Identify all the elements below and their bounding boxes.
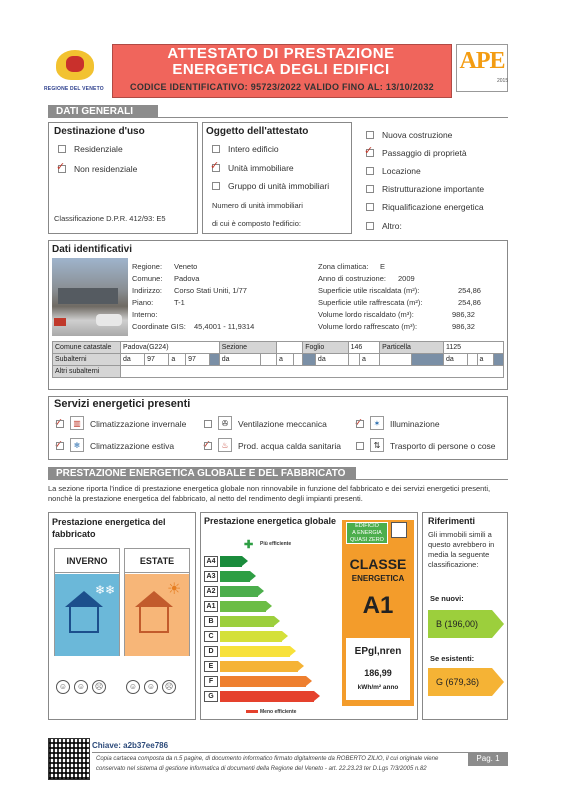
sezione-value bbox=[276, 342, 302, 354]
foglio-value: 146 bbox=[348, 342, 380, 354]
zona-label: Zona climatica: bbox=[318, 262, 369, 271]
cell bbox=[303, 354, 316, 366]
sup-raffrescata-label: Superficie utile raffrescata (m²): bbox=[318, 298, 423, 307]
sup-riscaldata-label: Superficie utile riscaldata (m²): bbox=[318, 286, 420, 295]
meno-efficiente-label: Meno efficiente bbox=[260, 709, 297, 715]
class-bar-a1 bbox=[220, 601, 266, 612]
da-label: da bbox=[121, 354, 145, 366]
zona-value: E bbox=[380, 262, 386, 271]
class-label-a3: A3 bbox=[204, 571, 218, 582]
particella-label: Particella bbox=[380, 342, 444, 354]
page-number: Pag. 1 bbox=[468, 752, 508, 766]
class-label-d: D bbox=[204, 646, 218, 657]
class-label-e: E bbox=[204, 661, 218, 672]
class-bar-a4 bbox=[220, 556, 242, 567]
bulb-icon: ✶ bbox=[370, 416, 384, 430]
car-shape bbox=[96, 314, 122, 326]
coordinate-label: Coordinate GIS: bbox=[132, 322, 186, 331]
classe-label: CLASSE bbox=[349, 556, 407, 572]
class-label-a1: A1 bbox=[204, 601, 218, 612]
clim-invernale-checkbox[interactable] bbox=[54, 417, 64, 429]
ventilazione-label: Ventilazione meccanica bbox=[238, 419, 327, 429]
region-logo-text: REGIONE DEL VENETO bbox=[44, 86, 104, 92]
altri-subalterni-label: Altri subalterni bbox=[53, 366, 121, 378]
non-residenziale-label: Non residenziale bbox=[74, 164, 138, 174]
ep-value: 186,99 bbox=[364, 668, 392, 678]
snowflake-icon: ❄❄ bbox=[95, 583, 116, 597]
numero-unita-line2: di cui è composto l'edificio: bbox=[212, 219, 301, 228]
energetica-label: ENERGETICA bbox=[351, 574, 405, 583]
piu-efficiente-label: Più efficiente bbox=[260, 541, 292, 547]
se-esistenti-label: Se esistenti: bbox=[430, 654, 475, 663]
house-icon bbox=[69, 605, 99, 633]
regione-label: Regione: bbox=[132, 262, 163, 271]
footer-note-line1: Copia cartacea composta da n.5 pagine, di documento informatico firmato digitalmente da ROBERTO ZILIO, il cui originale viene bbox=[96, 756, 439, 762]
building-windows bbox=[58, 288, 118, 304]
piano-value: T-1 bbox=[174, 298, 185, 307]
cell bbox=[348, 354, 359, 366]
clim-estiva-label: Climatizzazione estiva bbox=[90, 441, 175, 451]
comune-catastale-value: Padova(G224) bbox=[121, 342, 220, 354]
divider bbox=[356, 479, 508, 480]
vol-riscaldato-value: 986,32 bbox=[452, 310, 475, 319]
face-sad-icon: ☹ bbox=[92, 680, 106, 694]
ape-logo: APE bbox=[459, 48, 505, 74]
trasporto-checkbox[interactable] bbox=[356, 442, 364, 450]
prestazione-bar: PRESTAZIONE ENERGETICA GLOBALE E DEL FABBRICATO bbox=[48, 467, 356, 480]
check-mark-icon: ✓ bbox=[202, 439, 212, 451]
unita-immobiliare-label: Unità immobiliare bbox=[228, 163, 294, 173]
locazione-checkbox[interactable] bbox=[366, 167, 374, 175]
globale-title: Prestazione energetica globale bbox=[204, 516, 337, 526]
particella-value: 1125 bbox=[443, 342, 503, 354]
plus-icon: ✚ bbox=[244, 539, 254, 551]
check-mark-icon: ✓ bbox=[56, 161, 66, 173]
class-bar-tip-b bbox=[274, 616, 280, 626]
class-bar-e bbox=[220, 661, 298, 672]
riqualificazione-checkbox[interactable] bbox=[366, 203, 374, 211]
cell bbox=[380, 354, 412, 366]
catasto-table bbox=[52, 341, 504, 378]
coordinate-value: 45,4001 - 11,9314 bbox=[194, 322, 255, 331]
house-icon bbox=[139, 605, 169, 633]
estate-label: ESTATE bbox=[125, 549, 189, 573]
class-label-a2: A2 bbox=[204, 586, 218, 597]
divider bbox=[158, 117, 508, 118]
classificazione: Classificazione D.P.R. 412/93: E5 bbox=[54, 214, 166, 223]
nzeb-line1: EDIFICIO bbox=[355, 523, 379, 529]
a-label: a bbox=[359, 354, 379, 366]
inverno-panel bbox=[54, 548, 120, 656]
face-happy-icon: ☺ bbox=[126, 680, 140, 694]
sub-to-value: 97 bbox=[186, 354, 210, 366]
nzeb-line2: A ENERGIA bbox=[352, 530, 382, 536]
class-bar-tip-a4 bbox=[242, 556, 248, 566]
illuminazione-label: Illuminazione bbox=[390, 419, 440, 429]
ac-icon: ❄ bbox=[70, 438, 84, 452]
illuminazione-checkbox[interactable] bbox=[354, 417, 364, 429]
fan-icon: ✇ bbox=[218, 416, 232, 430]
tap-icon: ♨ bbox=[218, 438, 232, 452]
class-label-c: C bbox=[204, 631, 218, 642]
face-sad-icon: ☹ bbox=[162, 680, 176, 694]
car-red-shape bbox=[54, 318, 66, 326]
qr-code-icon bbox=[48, 738, 90, 780]
indirizzo-label: Indirizzo: bbox=[132, 286, 163, 295]
ristrutturazione-label: Ristrutturazione importante bbox=[382, 184, 485, 194]
class-bar-c bbox=[220, 631, 282, 642]
regione-value: Veneto bbox=[174, 262, 198, 271]
dati-generali-bar: DATI GENERALI bbox=[48, 105, 158, 118]
sup-raffrescata-value: 254,86 bbox=[458, 298, 481, 307]
class-label-f: F bbox=[204, 676, 218, 687]
classe-value: A1 bbox=[362, 592, 394, 619]
class-bar-tip-e bbox=[298, 661, 304, 671]
class-bar-tip-g bbox=[314, 691, 320, 701]
altro-checkbox[interactable] bbox=[366, 222, 374, 230]
servizi-title: Servizi energetici presenti bbox=[54, 398, 191, 410]
destinazione-title: Destinazione d'uso bbox=[54, 126, 145, 137]
oggetto-box bbox=[202, 122, 352, 234]
clim-invernale-label: Climatizzazione invernale bbox=[90, 419, 187, 429]
sub-from-value: 97 bbox=[145, 354, 169, 366]
cell bbox=[468, 354, 477, 366]
riferimenti-text: Gli immobili simili a questo avrebbero in media la seguente classificazione: bbox=[428, 530, 495, 569]
class-bar-d bbox=[220, 646, 290, 657]
subalterni-row bbox=[53, 354, 504, 366]
minus-icon bbox=[246, 710, 258, 713]
dati-identificativi-title: Dati identificativi bbox=[52, 244, 133, 255]
check-mark-icon: ✓ bbox=[364, 145, 374, 157]
face-happy-icon: ☺ bbox=[56, 680, 70, 694]
vol-riscaldato-label: Volume lordo riscaldato (m³): bbox=[318, 310, 414, 319]
footer-note-line2: conservato nel sistema di gestione informatica di documenti della Regione del Veneto - art. 22.23.23 ter D.Lgs 7/3/2005 n.82 bbox=[96, 766, 427, 772]
altri-subalterni-value bbox=[121, 366, 504, 378]
class-bar-tip-a3 bbox=[250, 571, 256, 581]
riferimenti-title: Riferimenti bbox=[428, 516, 476, 526]
oggetto-title: Oggetto dell'attestato bbox=[206, 126, 309, 137]
intero-edificio-checkbox[interactable] bbox=[212, 145, 220, 153]
code-line: CODICE IDENTIFICATIVO: 95723/2022 VALIDO FINO AL: 13/10/2032 bbox=[130, 82, 434, 92]
fabbricato-title: Prestazione energetica del fabbricato bbox=[52, 517, 166, 539]
altri-subalterni-row bbox=[53, 366, 504, 378]
cell bbox=[412, 354, 444, 366]
a-label: a bbox=[276, 354, 293, 366]
acqua-calda-checkbox[interactable] bbox=[202, 439, 212, 451]
intero-edificio-label: Intero edificio bbox=[228, 144, 279, 154]
nzeb-line3: QUASI ZERO bbox=[350, 537, 384, 543]
passaggio-proprieta-label: Passaggio di proprietà bbox=[382, 148, 467, 158]
locazione-label: Locazione bbox=[382, 166, 421, 176]
check-mark-icon: ✓ bbox=[354, 417, 364, 429]
ep-unit: kWh/m² anno bbox=[357, 684, 399, 691]
face-neutral-icon: ☺ bbox=[144, 680, 158, 694]
acqua-calda-label: Prod. acqua calda sanitaria bbox=[238, 441, 342, 451]
class-bar-tip-a1 bbox=[266, 601, 272, 611]
vol-raffrescato-label: Volume lordo raffrescato (m³): bbox=[318, 322, 418, 331]
riqualificazione-label: Riqualificazione energetica bbox=[382, 202, 484, 212]
subalterni-label: Subalterni bbox=[53, 354, 121, 366]
class-bar-a3 bbox=[220, 571, 250, 582]
check-mark-icon: ✓ bbox=[210, 160, 220, 172]
nzeb-checkbox[interactable] bbox=[391, 522, 407, 538]
elevator-icon: ⇅ bbox=[370, 438, 384, 452]
da-label: da bbox=[219, 354, 260, 366]
foglio-label: Foglio bbox=[303, 342, 348, 354]
tag-arrow-icon bbox=[492, 668, 504, 696]
a-label: a bbox=[169, 354, 186, 366]
se-nuovi-tag: B (196,00) bbox=[428, 610, 492, 638]
title-line-2: ENERGETICA DEGLI EDIFICI bbox=[172, 61, 390, 78]
sun-icon: ☀ bbox=[167, 581, 182, 598]
ep-label: EPgl,nren bbox=[354, 646, 402, 657]
numero-unita-line1: Numero di unità immobiliari bbox=[212, 201, 303, 210]
nuova-costruzione-label: Nuova costruzione bbox=[382, 130, 453, 140]
class-bar-f bbox=[220, 676, 306, 687]
residenziale-label: Residenziale bbox=[74, 144, 123, 154]
ape-year: 2015 bbox=[497, 78, 509, 84]
class-label-b: B bbox=[204, 616, 218, 627]
check-mark-icon: ✓ bbox=[54, 439, 64, 451]
check-mark-icon: ✓ bbox=[54, 417, 64, 429]
cell bbox=[494, 354, 504, 366]
class-bar-tip-c bbox=[282, 631, 288, 641]
cell bbox=[293, 354, 302, 366]
chiave: Chiave: a2b37ee786 bbox=[92, 741, 169, 750]
da-label: da bbox=[443, 354, 467, 366]
gruppo-unita-label: Gruppo di unità immobiliari bbox=[228, 181, 330, 191]
class-label-a4: A4 bbox=[204, 556, 218, 567]
face-neutral-icon: ☺ bbox=[74, 680, 88, 694]
sezione-label: Sezione bbox=[219, 342, 276, 354]
class-bar-a2 bbox=[220, 586, 258, 597]
tag-arrow-icon bbox=[492, 610, 504, 638]
class-bar-tip-d bbox=[290, 646, 296, 656]
altro-label: Altro: bbox=[382, 221, 402, 231]
cell bbox=[260, 354, 276, 366]
da-label: da bbox=[315, 354, 348, 366]
class-bar-b bbox=[220, 616, 274, 627]
radiator-icon: ▥ bbox=[70, 416, 84, 430]
clim-estiva-checkbox[interactable] bbox=[54, 439, 64, 451]
a-label: a bbox=[477, 354, 494, 366]
interno-label: Interno: bbox=[132, 310, 158, 319]
residenziale-checkbox[interactable] bbox=[58, 145, 66, 153]
document-title bbox=[118, 46, 444, 78]
building-photo bbox=[52, 258, 128, 336]
trasporto-label: Trasporto di persone o cose bbox=[390, 441, 496, 451]
nuova-costruzione-checkbox[interactable] bbox=[366, 131, 374, 139]
class-bar-tip-a2 bbox=[258, 586, 264, 596]
sup-riscaldata-value: 254,86 bbox=[458, 286, 481, 295]
piano-label: Piano: bbox=[132, 298, 154, 307]
inverno-label: INVERNO bbox=[55, 549, 119, 573]
gruppo-unita-checkbox[interactable] bbox=[212, 182, 220, 190]
prestazione-intro: La sezione riporta l'indice di prestazione energetica globale non rinnovabile in funzione del fabbricato e dei servizi energetici presenti, nonchè la prestazione energetica del fabbricato, al netto del rendimento degli impianti presenti. bbox=[48, 484, 491, 503]
se-esistenti-tag: G (679,36) bbox=[428, 668, 492, 696]
comune-catastale-label: Comune catastale bbox=[53, 342, 121, 354]
comune-label: Comune: bbox=[132, 274, 163, 283]
divider bbox=[92, 752, 508, 753]
anno-value: 2009 bbox=[398, 274, 415, 283]
ventilazione-checkbox[interactable] bbox=[204, 420, 212, 428]
se-nuovi-label: Se nuovi: bbox=[430, 594, 464, 603]
anno-label: Anno di costruzione: bbox=[318, 274, 386, 283]
comune-value: Padova bbox=[174, 274, 200, 283]
region-lion-logo bbox=[56, 50, 94, 80]
indirizzo-value: Corso Stati Uniti, 1/77 bbox=[174, 286, 247, 295]
cell bbox=[210, 354, 219, 366]
estate-panel bbox=[124, 548, 190, 656]
vol-raffrescato-value: 986,32 bbox=[452, 322, 475, 331]
class-bar-g bbox=[220, 691, 314, 702]
class-label-g: G bbox=[204, 691, 218, 702]
title-line-1: ATTESTATO DI PRESTAZIONE bbox=[167, 45, 395, 62]
class-bar-tip-f bbox=[306, 676, 312, 686]
ristrutturazione-checkbox[interactable] bbox=[366, 185, 374, 193]
nzeb-box bbox=[346, 522, 388, 544]
catasto-row bbox=[53, 342, 504, 354]
